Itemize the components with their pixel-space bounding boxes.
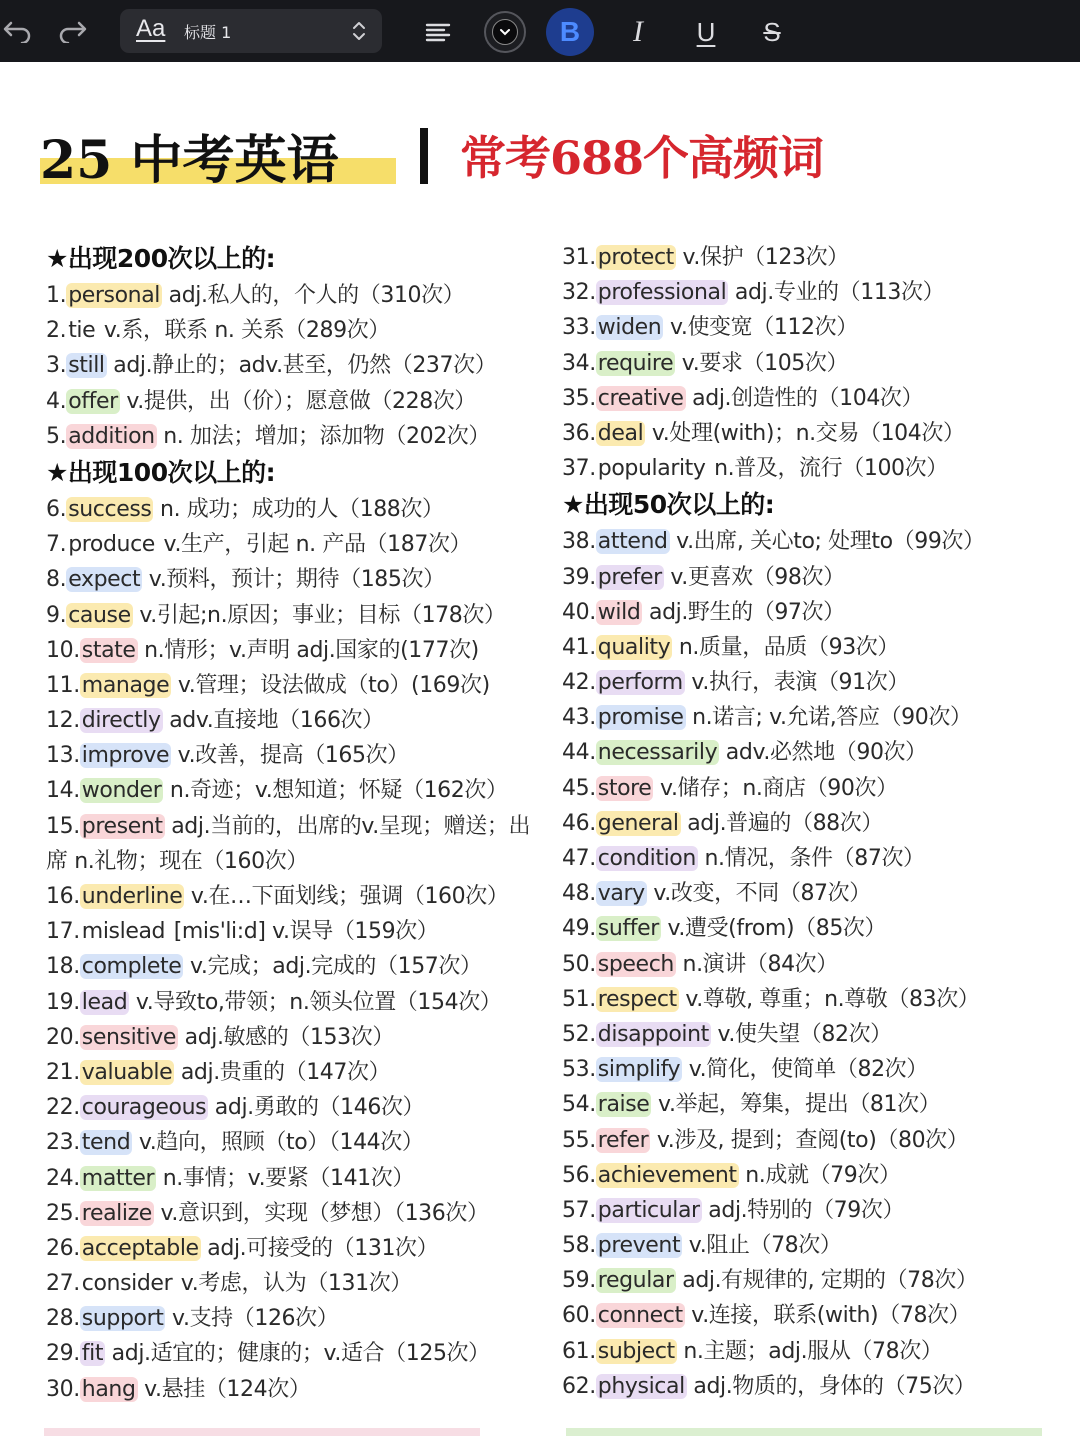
vocab-word: sensitive [81, 1024, 177, 1050]
vocab-definition: adj.创造性的（104次） [685, 385, 924, 411]
vocab-entry [46, 598, 546, 633]
vocab-entry [46, 419, 546, 454]
vocab-entry [46, 738, 546, 773]
entry-number: 60. [562, 1303, 596, 1329]
entry-number: 40. [562, 599, 596, 625]
vocab-word: fit [81, 1341, 104, 1367]
vocab-definition: n.情形；v.声明 adj.国家的(177次) [137, 637, 479, 663]
vocab-definition: n.诺言; v.允诺,答应（90次） [685, 705, 972, 731]
entry-number: 46. [562, 810, 596, 836]
vocab-word: courageous [81, 1095, 207, 1121]
vocab-definition: v.使失望（82次） [710, 1021, 892, 1047]
entry-number: 13. [46, 743, 80, 769]
entry-number: 57. [562, 1197, 596, 1223]
vocab-word: cause [68, 602, 131, 628]
vocab-entry [562, 1298, 1072, 1333]
entry-number: 61. [562, 1338, 596, 1364]
entry-number: 47. [562, 846, 596, 871]
vocab-entry [46, 773, 546, 808]
vocab-entry [562, 1228, 1072, 1263]
vocab-word: personal [68, 283, 161, 308]
vocab-entry [46, 492, 546, 527]
vocab-entry [562, 381, 1072, 416]
vocab-word: expect [68, 567, 141, 593]
vocab-definition: n.奇迹；v.想知道；怀疑（162次） [163, 778, 508, 804]
entry-number: 10. [46, 637, 80, 663]
entry-number: 1. [46, 283, 67, 308]
entry-number: 35. [562, 385, 596, 411]
vocab-entry [562, 1087, 1072, 1122]
vocab-definition: v.悬挂（124次） [137, 1376, 311, 1402]
vocab-definition: v.考虑，认为（131次） [174, 1271, 412, 1297]
vocab-entry [46, 348, 546, 383]
vocab-word: produce [68, 532, 155, 558]
entry-number: 18. [46, 954, 80, 980]
vocab-definition: v.管理；设法做成（to）(169次) [171, 672, 490, 698]
entry-number: 42. [562, 670, 596, 696]
vocab-definition: v.遭受(from)（85次） [660, 916, 887, 942]
vocab-definition: v.尊敬, 尊重；n.尊敬（83次） [678, 986, 980, 1012]
chevron-down-icon [499, 28, 511, 36]
vocab-entry [562, 947, 1072, 982]
vocab-entry [46, 1020, 546, 1055]
title-right: 常考688个高频词 [460, 131, 824, 185]
entry-number: 11. [46, 672, 80, 698]
entry-number: 54. [562, 1092, 596, 1118]
entry-number: 39. [562, 564, 596, 590]
entry-number: 22. [46, 1095, 80, 1121]
vocab-entry [562, 700, 1072, 735]
vocab-word: tend [81, 1130, 131, 1156]
vocab-word: subject [597, 1338, 675, 1364]
vocab-entry [562, 771, 1072, 806]
vocab-definition: adj.适宜的；健康的；v.适合（125次） [105, 1341, 490, 1367]
vocab-definition: n.情况，条件（87次） [697, 846, 925, 871]
vocab-entry [562, 841, 1072, 876]
word-list-right [562, 240, 1072, 1404]
vocab-definition: [mis'li:d] v.误导（159次） [167, 919, 439, 945]
vocab-definition: adj.私人的，个人的（310次） [162, 283, 465, 308]
strikethrough-button[interactable]: S [763, 16, 781, 47]
entry-number: 6. [46, 496, 67, 522]
entry-number: 51. [562, 986, 596, 1012]
vocab-definition: v.支持（126次） [165, 1306, 339, 1332]
vocab-word: present [81, 813, 163, 839]
vocab-entry [562, 982, 1072, 1017]
vocab-definition: v.引起;n.原因；事业；目标（178次） [132, 602, 506, 628]
vocab-word: quality [597, 634, 671, 660]
bottom-highlight-strip [44, 1428, 480, 1436]
entry-number: 59. [562, 1268, 596, 1294]
vocab-word: wild [597, 599, 641, 625]
vocab-word: valuable [81, 1059, 173, 1085]
vocab-entry [46, 1055, 546, 1090]
vocab-word: professional [597, 280, 727, 306]
vocab-definition: adj.野生的（97次） [642, 599, 845, 625]
vocab-entry [46, 1372, 546, 1407]
vocab-definition: n.事情；v.要紧（141次） [156, 1165, 414, 1191]
vocab-definition: v.生产，引起 n. 产品（187次） [156, 532, 472, 558]
entry-number: 56. [562, 1162, 596, 1188]
vocab-definition: n.演讲（84次） [675, 951, 838, 977]
entry-number: 12. [46, 708, 80, 734]
vocab-word: matter [81, 1165, 155, 1191]
vocab-word: connect [597, 1303, 683, 1329]
entry-number: 23. [46, 1130, 80, 1156]
vocab-word: creative [597, 385, 684, 411]
vocab-entry [562, 1017, 1072, 1052]
vocab-definition: adj.有规律的, 定期的（78次） [675, 1268, 978, 1294]
vocab-definition: v.导致to,带领；n.领头位置（154次） [129, 989, 502, 1015]
vocab-word: condition [597, 846, 696, 871]
vocab-entry [562, 1369, 1072, 1404]
vocab-entry [562, 1158, 1072, 1193]
vocab-definition: n.成就（79次） [738, 1162, 901, 1188]
vocab-definition: v.意识到，实现（梦想）（136次） [153, 1200, 489, 1226]
vocab-word: raise [597, 1092, 650, 1118]
vocab-entry [562, 275, 1072, 310]
entry-number: 33. [562, 315, 596, 341]
vocab-definition: adv.必然地（90次） [719, 740, 927, 766]
vocab-entry [562, 416, 1072, 451]
entry-number: 45. [562, 775, 596, 801]
vocab-entry [562, 911, 1072, 946]
vocab-word: popularity [597, 456, 706, 482]
vocab-entry [46, 1090, 546, 1125]
vocab-entry [562, 665, 1072, 700]
text-style-name: 标题 1 [184, 23, 232, 42]
vocab-entry [562, 735, 1072, 770]
vocab-entry [46, 1301, 546, 1336]
vocab-entry [562, 560, 1072, 595]
vocab-entry [562, 1123, 1072, 1158]
vocab-definition: adj.特别的（79次） [701, 1197, 905, 1223]
section-header: ★出现200次以上的: [46, 244, 276, 273]
vocab-word: improve [81, 743, 170, 769]
vocab-word: wonder [81, 778, 162, 804]
entry-number: 32. [562, 280, 596, 306]
undo-icon[interactable] [0, 12, 34, 50]
vocab-entry [562, 630, 1072, 665]
vocab-word: perform [597, 670, 683, 696]
vocab-definition: n.普及，流行（100次） [707, 456, 948, 482]
vocab-entry [46, 809, 546, 879]
vocab-word: suffer [597, 916, 659, 942]
entry-number: 14. [46, 778, 80, 804]
vocab-definition: n. 成功；成功的人（188次） [153, 496, 444, 522]
vocab-definition: v.处理(with)；n.交易（104次） [645, 420, 965, 446]
chevron-updown-icon [348, 19, 370, 43]
vocab-entry [46, 313, 546, 348]
vocab-entry [562, 1052, 1072, 1087]
vocab-entry [46, 384, 546, 419]
vocab-word: attend [597, 529, 668, 555]
vocab-entry [46, 1231, 546, 1266]
vocab-entry [46, 1125, 546, 1160]
entry-number: 30. [46, 1376, 80, 1402]
vocab-definition: n. 加法；增加；添加物（202次） [156, 423, 490, 449]
vocab-definition: v.执行，表演（91次） [684, 670, 909, 696]
entry-number: 53. [562, 1057, 596, 1083]
vocab-definition: adj.普遍的（88次） [680, 810, 883, 836]
entry-number: 4. [46, 388, 67, 414]
vocab-definition: adv.直接地（166次） [162, 708, 384, 734]
vocab-entry [562, 240, 1072, 275]
vocab-entry [46, 278, 546, 313]
vocab-word: manage [81, 672, 170, 698]
vocab-definition: v.阻止（78次） [682, 1233, 842, 1259]
vocab-word: store [597, 775, 652, 801]
align-left-icon[interactable] [420, 14, 456, 50]
vocab-definition: adj.可接受的（131次） [200, 1235, 439, 1261]
entry-number: 16. [46, 884, 80, 910]
vocab-definition: adj.当前的，出席的v.呈现；赠送；出席 n.礼物；现在（160次） [46, 813, 531, 874]
entry-number: 36. [562, 420, 596, 446]
entry-number: 58. [562, 1233, 596, 1259]
vocab-word: support [81, 1306, 164, 1332]
vocab-definition: v.提供，出（价）；愿意做（228次） [119, 388, 477, 414]
vocab-word: addition [68, 423, 155, 449]
vocab-definition: v.系，联系 n. 关系（289次） [97, 318, 390, 344]
vocab-definition: adj.静止的；adv.甚至，仍然（237次） [106, 353, 497, 379]
vocab-entry [46, 1196, 546, 1231]
vocab-entry [562, 1334, 1072, 1369]
redo-icon[interactable] [54, 12, 92, 50]
vocab-word: lead [81, 989, 128, 1015]
entry-number: 28. [46, 1306, 80, 1332]
entry-number: 24. [46, 1165, 80, 1191]
section-header: ★出现100次以上的: [46, 457, 276, 487]
text-style-icon: Aa [136, 15, 166, 42]
entry-number: 44. [562, 740, 596, 766]
vocab-word: refer [597, 1127, 649, 1153]
vocab-entry [46, 1161, 546, 1196]
vocab-definition: v.完成；adj.完成的（157次） [183, 954, 482, 980]
vocab-entry [46, 703, 546, 738]
text-color-button[interactable] [484, 11, 526, 53]
vocab-word: tie [68, 318, 96, 344]
vocab-word: respect [597, 986, 677, 1012]
vocab-entry [562, 876, 1072, 911]
vocab-word: realize [81, 1200, 152, 1226]
vocab-word: require [597, 350, 674, 376]
vocab-entry [562, 595, 1072, 630]
entry-number: 37. [562, 456, 596, 482]
vocab-entry [46, 985, 546, 1020]
entry-number: 43. [562, 705, 596, 731]
vocab-word: underline [81, 884, 183, 910]
vocab-definition: v.改善，提高（165次） [171, 743, 409, 769]
entry-number: 48. [562, 881, 596, 907]
text-style-select[interactable] [120, 9, 382, 53]
vocab-entry [46, 562, 546, 597]
vocab-definition: v.简化，使简单（82次） [682, 1057, 928, 1083]
vocab-definition: v.连接，联系(with)（78次） [684, 1303, 971, 1329]
entry-number: 5. [46, 423, 67, 449]
vocab-entry [562, 1263, 1072, 1298]
vocab-word: still [68, 353, 105, 379]
entry-number: 21. [46, 1059, 80, 1085]
title-divider [420, 128, 428, 184]
vocab-entry [46, 633, 546, 668]
vocab-word: necessarily [597, 740, 718, 766]
vocab-definition: v.保护（123次） [675, 245, 849, 270]
vocab-entry [46, 527, 546, 562]
vocab-word: promise [597, 705, 684, 731]
entry-number: 49. [562, 916, 596, 942]
color-swatch [492, 19, 518, 45]
vocab-word: protect [597, 245, 674, 270]
underline-button[interactable]: U [696, 16, 716, 47]
vocab-definition: adj.敏感的（153次） [178, 1024, 394, 1050]
entry-number: 9. [46, 602, 67, 628]
vocab-entry [562, 346, 1072, 381]
vocab-entry [562, 806, 1072, 841]
section-header: ★出现50次以上的: [562, 490, 775, 520]
bold-button[interactable]: B [546, 8, 594, 56]
vocab-word: general [597, 810, 679, 836]
vocab-word: disappoint [597, 1021, 709, 1047]
vocab-definition: v.更喜欢（98次） [663, 564, 845, 590]
vocab-definition: n.质量，品质（93次） [672, 634, 899, 660]
vocab-entry [562, 524, 1072, 559]
vocab-word: achievement [597, 1162, 737, 1188]
title-left: 25 中考英语 [40, 130, 339, 191]
entry-number: 7. [46, 532, 67, 558]
vocab-word: directly [81, 708, 161, 734]
entry-number: 29. [46, 1341, 80, 1367]
entry-number: 17. [46, 919, 80, 945]
vocab-entry [46, 1336, 546, 1371]
entry-number: 38. [562, 529, 596, 555]
vocab-word: hang [81, 1376, 136, 1402]
entry-number: 27. [46, 1271, 80, 1297]
vocab-definition: v.出席, 关心to; 处理to（99次） [669, 529, 985, 555]
vocab-word: success [68, 496, 152, 522]
vocab-entry [562, 451, 1072, 486]
entry-number: 2. [46, 318, 67, 344]
italic-button[interactable]: I [633, 15, 643, 48]
entry-number: 25. [46, 1200, 80, 1226]
entry-number: 31. [562, 245, 596, 270]
vocab-definition: adj.贵重的（147次） [174, 1059, 391, 1085]
vocab-entry [562, 310, 1072, 345]
vocab-definition: adj.专业的（113次） [728, 280, 945, 306]
vocab-word: simplify [597, 1057, 681, 1083]
vocab-word: prevent [597, 1233, 681, 1259]
vocab-entry [46, 879, 546, 914]
vocab-entry [46, 668, 546, 703]
document-title [40, 118, 1050, 198]
vocab-entry [46, 949, 546, 984]
word-list-left [46, 240, 546, 1407]
vocab-word: vary [597, 881, 645, 907]
vocab-word: mislead [81, 919, 166, 945]
vocab-entry [46, 1266, 546, 1301]
entry-number: 55. [562, 1127, 596, 1153]
vocab-definition: v.要求（105次） [675, 350, 849, 376]
entry-number: 15. [46, 813, 80, 839]
entry-number: 50. [562, 951, 596, 977]
vocab-definition: adj.物质的，身体的（75次） [686, 1373, 976, 1399]
vocab-word: consider [81, 1271, 173, 1297]
vocab-definition: n.主题；adj.服从（78次） [676, 1338, 943, 1364]
vocab-entry [46, 914, 546, 949]
entry-number: 20. [46, 1024, 80, 1050]
entry-number: 52. [562, 1021, 596, 1047]
vocab-word: complete [81, 954, 182, 980]
vocab-word: prefer [597, 564, 662, 590]
vocab-word: widen [597, 315, 662, 341]
vocab-definition: v.趋向，照顾（to）（144次） [132, 1130, 424, 1156]
entry-number: 41. [562, 634, 596, 660]
vocab-word: deal [597, 420, 644, 446]
vocab-definition: v.在…下面划线；强调（160次） [184, 884, 509, 910]
entry-number: 8. [46, 567, 67, 593]
vocab-definition: v.改变，不同（87次） [646, 881, 871, 907]
entry-number: 62. [562, 1373, 596, 1399]
entry-number: 26. [46, 1235, 80, 1261]
editor-toolbar [0, 0, 1080, 62]
bottom-highlight-strip [566, 1428, 1042, 1436]
vocab-definition: v.涉及, 提到；查阅(to)（80次） [650, 1127, 969, 1153]
vocab-entry [562, 1193, 1072, 1228]
vocab-word: physical [597, 1373, 685, 1399]
vocab-word: state [81, 637, 136, 663]
vocab-word: speech [597, 951, 674, 977]
entry-number: 3. [46, 353, 67, 379]
vocab-word: acceptable [81, 1235, 199, 1261]
entry-number: 34. [562, 350, 596, 376]
vocab-definition: v.使变宽（112次） [663, 315, 858, 341]
vocab-definition: adj.勇敢的（146次） [208, 1095, 425, 1121]
vocab-definition: v.预料，预计；期待（185次） [142, 567, 445, 593]
vocab-word: particular [597, 1197, 700, 1223]
vocab-word: offer [68, 388, 118, 414]
vocab-definition: v.储存；n.商店（90次） [653, 775, 898, 801]
entry-number: 19. [46, 989, 80, 1015]
vocab-word: regular [597, 1268, 674, 1294]
vocab-definition: v.举起，筹集，提出（81次） [651, 1092, 941, 1118]
